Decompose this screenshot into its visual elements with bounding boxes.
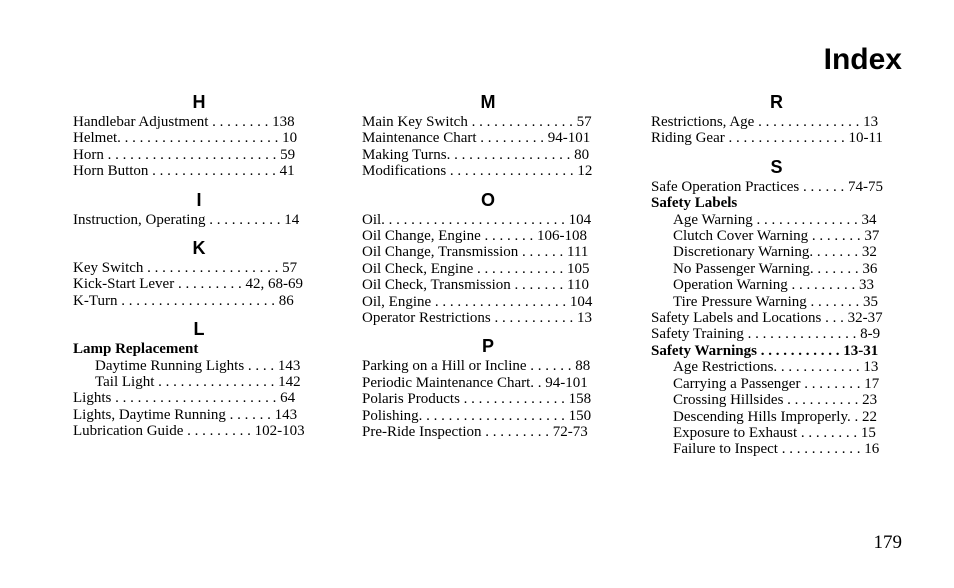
index-entry: Polishing. . . . . . . . . . . . . . . . . . . . 150 <box>362 407 592 424</box>
index-section-k <box>73 238 325 309</box>
index-entry: Daytime Running Lights . . . . 143 <box>95 357 301 374</box>
index-entry: K-Turn . . . . . . . . . . . . . . . . . . . . . 86 <box>73 292 294 309</box>
page-number: 179 <box>873 532 902 553</box>
index-entry: Horn Button . . . . . . . . . . . . . . . . . 41 <box>73 163 295 180</box>
index-entry: Main Key Switch . . . . . . . . . . . . . . 57 <box>362 114 592 130</box>
index-entry: Horn . . . . . . . . . . . . . . . . . . . . . . . 59 <box>73 146 296 163</box>
index-column-1 <box>73 92 325 450</box>
section-letter: I <box>196 189 202 210</box>
index-entry: Oil Change, Engine . . . . . . . 106-108 <box>362 228 587 245</box>
index-entry: Instruction, Operating . . . . . . . . . . 14 <box>73 211 300 228</box>
index-section-s <box>651 157 902 458</box>
index-entry: Modifications . . . . . . . . . . . . . . . . . 12 <box>362 163 593 180</box>
index-entry: Discretionary Warning. . . . . . . 32 <box>673 244 877 261</box>
index-entry: Operator Restrictions . . . . . . . . . . . 13 <box>362 310 592 327</box>
index-entry: Operation Warning . . . . . . . . . 33 <box>673 277 874 294</box>
index-section-h <box>73 92 325 180</box>
section-letter: R <box>770 92 783 112</box>
index-entry: Crossing Hillsides . . . . . . . . . . 23 <box>673 392 878 409</box>
index-entry: Lights, Daytime Running . . . . . . 143 <box>73 406 298 423</box>
index-column-2 <box>362 92 614 451</box>
index-entry: Restrictions, Age . . . . . . . . . . . . . . 13 <box>651 114 879 130</box>
index-entry: Safety Labels and Locations . . . 32-37 <box>651 310 883 327</box>
index-entry: No Passenger Warning. . . . . . . 36 <box>673 260 878 277</box>
index-heading: Lamp Replacement <box>73 341 199 358</box>
index-entry: Key Switch . . . . . . . . . . . . . . . . . . 57 <box>73 260 298 277</box>
index-entry: Maintenance Chart . . . . . . . . . 94-101 <box>362 130 591 147</box>
index-entry: Polaris Products . . . . . . . . . . . . . . 158 <box>362 391 592 408</box>
index-entry: Tail Light . . . . . . . . . . . . . . . . 142 <box>95 374 301 391</box>
index-entry: Oil, Engine . . . . . . . . . . . . . . . . . . 104 <box>362 293 593 310</box>
index-entry: Parking on a Hill or Incline . . . . . . 88 <box>362 358 591 375</box>
section-letter: P <box>481 336 494 357</box>
index-entry: Lights . . . . . . . . . . . . . . . . . . . . . . 64 <box>73 390 296 407</box>
index-entry: Pre-Ride Inspection . . . . . . . . . 72-73 <box>362 424 588 441</box>
index-heading: Safety Labels <box>651 195 738 212</box>
index-entry: Age Warning . . . . . . . . . . . . . . 34 <box>673 211 877 228</box>
index-entry: Helmet. . . . . . . . . . . . . . . . . . . . . . 10 <box>73 130 298 147</box>
index-section-p <box>362 336 614 440</box>
section-letter: S <box>770 156 783 177</box>
index-section-l <box>73 319 325 439</box>
index-entry: Failure to Inspect . . . . . . . . . . . 16 <box>673 441 880 458</box>
index-entry: Handlebar Adjustment . . . . . . . . 138 <box>73 114 295 130</box>
page-title: Index <box>823 43 902 76</box>
index-entry: Safe Operation Practices . . . . . . 74-75 <box>651 178 884 195</box>
index-section-r <box>651 92 902 147</box>
section-letter: H <box>192 92 206 112</box>
index-column-3 <box>651 92 902 468</box>
index-entry: Riding Gear . . . . . . . . . . . . . . . . 10-11 <box>651 130 883 147</box>
index-entry: Clutch Cover Warning . . . . . . . 37 <box>673 228 880 245</box>
index-entry: Tire Pressure Warning . . . . . . . 35 <box>673 293 879 310</box>
index-entry: Oil. . . . . . . . . . . . . . . . . . . . . . . . . 104 <box>362 211 592 228</box>
section-letter: O <box>480 189 495 210</box>
index-entry: Descending Hills Improperly. . 22 <box>673 408 877 425</box>
section-letter: M <box>480 92 496 112</box>
index-entry: Lubrication Guide . . . . . . . . . 102-103 <box>73 423 305 440</box>
index-entry: Oil Check, Transmission . . . . . . . 110 <box>362 277 589 294</box>
index-section-o <box>362 190 614 327</box>
index-entry: Making Turns. . . . . . . . . . . . . . . . . 80 <box>362 146 590 163</box>
index-entry: Kick-Start Lever . . . . . . . . . 42, 68-69 <box>73 276 303 293</box>
index-entry: Periodic Maintenance Chart. . 94-101 <box>362 374 588 391</box>
index-section-m <box>362 92 614 180</box>
section-letter: L <box>193 319 205 340</box>
index-entry: Safety Training . . . . . . . . . . . . . . . 8-9 <box>651 326 881 343</box>
index-entry: Age Restrictions. . . . . . . . . . . . 13 <box>673 359 879 376</box>
index-section-i <box>73 190 325 228</box>
index-heading: Safety Warnings . . . . . . . . . . . 13-31 <box>651 342 879 359</box>
index-entry: Oil Check, Engine . . . . . . . . . . . . 105 <box>362 260 590 277</box>
index-entry: Exposure to Exhaust . . . . . . . . 15 <box>673 424 876 441</box>
index-entry: Oil Change, Transmission . . . . . . 111 <box>362 244 589 261</box>
section-letter: K <box>192 238 206 259</box>
index-entry: Carrying a Passenger . . . . . . . . 17 <box>673 375 880 392</box>
